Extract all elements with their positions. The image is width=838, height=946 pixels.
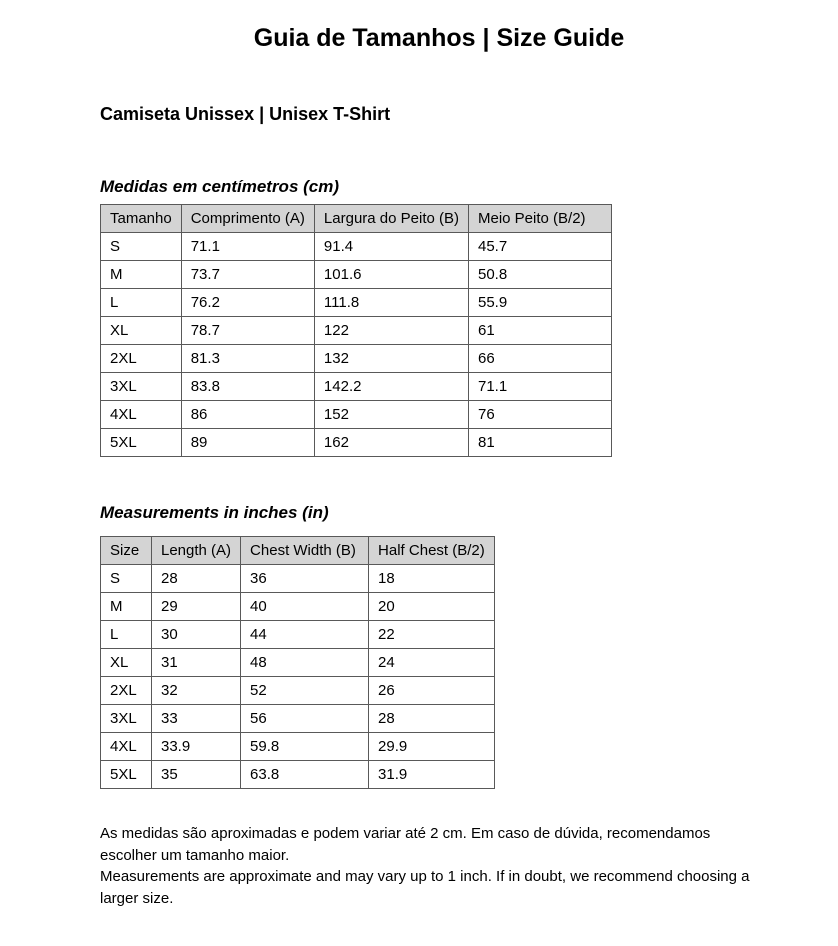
table-cell: XL bbox=[101, 649, 152, 677]
table-cell: L bbox=[101, 289, 182, 317]
note-line: As medidas são aproximadas e podem variar até 2 cm. Em caso de dúvida, recomendamos bbox=[100, 825, 711, 842]
table-cell: 4XL bbox=[101, 401, 182, 429]
product-title: Camiseta Unissex | Unisex T-Shirt bbox=[100, 104, 391, 124]
table-cell: 2XL bbox=[101, 677, 152, 705]
table-row bbox=[101, 705, 495, 733]
table-row bbox=[101, 261, 612, 289]
cm-measurements-table bbox=[100, 204, 612, 457]
in-measurements-table bbox=[100, 536, 495, 789]
size-guide-page bbox=[0, 23, 838, 946]
table-row bbox=[101, 621, 495, 649]
table-cell: 152 bbox=[314, 401, 468, 429]
table-cell: 24 bbox=[369, 649, 495, 677]
table-cell: 20 bbox=[369, 593, 495, 621]
table-cell: 78.7 bbox=[181, 317, 314, 345]
table-row bbox=[101, 677, 495, 705]
table-cell: 66 bbox=[469, 345, 612, 373]
table-cell: 33.9 bbox=[152, 733, 241, 761]
table-header-row bbox=[101, 205, 612, 233]
table-row bbox=[101, 761, 495, 789]
table-cell: 5XL bbox=[101, 429, 182, 457]
table-cell: 89 bbox=[181, 429, 314, 457]
table-cell: 35 bbox=[152, 761, 241, 789]
table-header-cell: Size bbox=[101, 537, 152, 565]
table-row bbox=[101, 733, 495, 761]
table-cell: 29.9 bbox=[369, 733, 495, 761]
table-cell: 61 bbox=[469, 317, 612, 345]
table-cell: 48 bbox=[241, 649, 369, 677]
table-row bbox=[101, 317, 612, 345]
table-row bbox=[101, 401, 612, 429]
notes bbox=[100, 823, 838, 909]
table-cell: 31.9 bbox=[369, 761, 495, 789]
table-cell: 3XL bbox=[101, 373, 182, 401]
table-cell: 122 bbox=[314, 317, 468, 345]
table-cell: 56 bbox=[241, 705, 369, 733]
note-line: Measurements are approximate and may vary up to 1 inch. If in doubt, we recommend choosing a bbox=[100, 868, 750, 885]
table-cell: M bbox=[101, 593, 152, 621]
table-header-cell: Comprimento (A) bbox=[181, 205, 314, 233]
table-row bbox=[101, 593, 495, 621]
page-title: Guia de Tamanhos | Size Guide bbox=[253, 24, 625, 52]
table-cell: 81 bbox=[469, 429, 612, 457]
table-row bbox=[101, 373, 612, 401]
in-section bbox=[0, 503, 838, 789]
table-cell: 26 bbox=[369, 677, 495, 705]
table-cell: 81.3 bbox=[181, 345, 314, 373]
cm-section bbox=[0, 177, 838, 457]
table-cell: 36 bbox=[241, 565, 369, 593]
table-cell: 3XL bbox=[101, 705, 152, 733]
table-cell: 86 bbox=[181, 401, 314, 429]
table-row bbox=[101, 289, 612, 317]
table-cell: 76 bbox=[469, 401, 612, 429]
table-row bbox=[101, 429, 612, 457]
table-cell: 44 bbox=[241, 621, 369, 649]
table-cell: 132 bbox=[314, 345, 468, 373]
table-cell: 71.1 bbox=[469, 373, 612, 401]
table-row bbox=[101, 649, 495, 677]
table-header-cell: Chest Width (B) bbox=[241, 537, 369, 565]
table-cell: S bbox=[101, 565, 152, 593]
note-line: larger size. bbox=[100, 889, 174, 907]
table-row bbox=[101, 565, 495, 593]
table-header-cell: Length (A) bbox=[152, 537, 241, 565]
table-cell: 30 bbox=[152, 621, 241, 649]
table-cell: 28 bbox=[369, 705, 495, 733]
table-header-cell: Meio Peito (B/2) bbox=[469, 205, 612, 233]
table-header-cell: Half Chest (B/2) bbox=[369, 537, 495, 565]
table-cell: 22 bbox=[369, 621, 495, 649]
table-header-cell: Largura do Peito (B) bbox=[314, 205, 468, 233]
table-cell: L bbox=[101, 621, 152, 649]
table-cell: 91.4 bbox=[314, 233, 468, 261]
table-cell: 59.8 bbox=[241, 733, 369, 761]
table-cell: 83.8 bbox=[181, 373, 314, 401]
table-cell: 111.8 bbox=[314, 289, 468, 317]
table-cell: 76.2 bbox=[181, 289, 314, 317]
table-row bbox=[101, 233, 612, 261]
table-cell: 55.9 bbox=[469, 289, 612, 317]
table-cell: 2XL bbox=[101, 345, 182, 373]
table-cell: XL bbox=[101, 317, 182, 345]
table-cell: S bbox=[101, 233, 182, 261]
table-cell: 52 bbox=[241, 677, 369, 705]
table-cell: 4XL bbox=[101, 733, 152, 761]
in-section-heading: Measurements in inches (in) bbox=[100, 503, 329, 522]
table-header-cell: Tamanho bbox=[101, 205, 182, 233]
table-row bbox=[101, 345, 612, 373]
table-cell: 162 bbox=[314, 429, 468, 457]
table-header-row bbox=[101, 537, 495, 565]
table-cell: M bbox=[101, 261, 182, 289]
note-line: escolher um tamanho maior. bbox=[100, 846, 290, 864]
table-cell: 32 bbox=[152, 677, 241, 705]
table-cell: 142.2 bbox=[314, 373, 468, 401]
table-cell: 18 bbox=[369, 565, 495, 593]
table-cell: 31 bbox=[152, 649, 241, 677]
table-cell: 50.8 bbox=[469, 261, 612, 289]
table-cell: 33 bbox=[152, 705, 241, 733]
table-cell: 40 bbox=[241, 593, 369, 621]
table-cell: 101.6 bbox=[314, 261, 468, 289]
table-cell: 29 bbox=[152, 593, 241, 621]
table-cell: 28 bbox=[152, 565, 241, 593]
table-cell: 73.7 bbox=[181, 261, 314, 289]
table-cell: 63.8 bbox=[241, 761, 369, 789]
table-cell: 5XL bbox=[101, 761, 152, 789]
cm-section-heading: Medidas em centímetros (cm) bbox=[100, 177, 340, 196]
table-cell: 45.7 bbox=[469, 233, 612, 261]
table-cell: 71.1 bbox=[181, 233, 314, 261]
